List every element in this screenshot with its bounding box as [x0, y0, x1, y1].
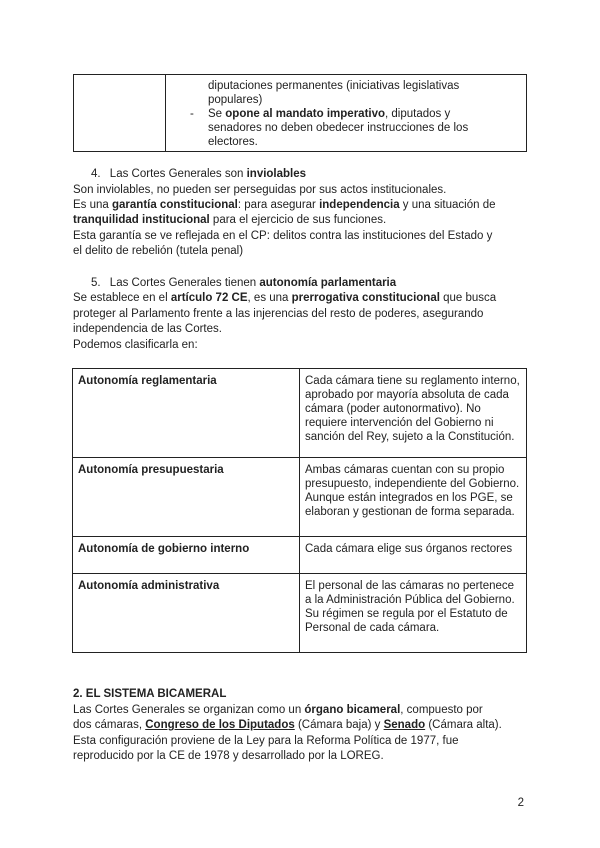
- list-number: 5.: [91, 277, 101, 289]
- paragraph-line: Podemos clasificarla en:: [73, 339, 198, 351]
- autonomy-table: [72, 368, 527, 653]
- cell-line: diputaciones permanentes (iniciativas legislativas: [208, 80, 460, 92]
- table-key-cell: Autonomía de gobierno interno: [73, 537, 300, 574]
- continuation-table-left-cell: [74, 75, 166, 152]
- paragraph-line: Las Cortes Generales se organizan como un órgano bicameral, compuesto por: [73, 704, 483, 716]
- heading-text: Las Cortes Generales tienen: [109, 277, 260, 289]
- cell-line: senadores no deben obedecer instrucciones de los: [208, 122, 469, 134]
- section-title: 2. EL SISTEMA BICAMERAL: [73, 688, 227, 700]
- table-row: [73, 537, 527, 574]
- paragraph-line: Esta garantía se ve reflejada en el CP: delitos contra las instituciones del Estado y: [73, 230, 493, 242]
- paragraph-line: Se establece en el artículo 72 CE, es una prerrogativa constitucional que busca: [73, 292, 497, 304]
- table-value-cell: El personal de las cámaras no pertenece a la Administración Pública del Gobierno. Su régimen se regula por el Estatuto de Personal de cada cámara.: [300, 574, 527, 653]
- page-number: 2: [517, 797, 524, 809]
- table-key-cell: Autonomía administrativa: [73, 574, 300, 653]
- table-value-cell: Cada cámara tiene su reglamento interno, aprobado por mayoría absoluta de cada cámara (poder autonormativo). No requiere intervención del Gobierno ni sanción del Rey, sujeto a la Constitución.: [300, 369, 527, 458]
- paragraph-line: proteger al Parlamento frente a las injerencias del resto de poderes, asegurando: [73, 308, 484, 320]
- heading-bold: inviolables: [246, 168, 307, 180]
- paragraph-line: dos cámaras, Congreso de los Diputados (Cámara baja) y Senado (Cámara alta).: [73, 719, 502, 731]
- bullet-item: [166, 107, 526, 121]
- table-key-cell: Autonomía presupuestaria: [73, 458, 300, 537]
- section5-heading: [91, 276, 396, 291]
- continuation-table-right-cell: [166, 75, 527, 152]
- table-value-cell: Cada cámara elige sus órganos rectores: [300, 537, 527, 574]
- list-number: 4.: [91, 168, 101, 180]
- paragraph-line: tranquilidad institucional para el ejercicio de sus funciones.: [73, 214, 387, 226]
- paragraph-line: Es una garantía constitucional: para asegurar independencia y una situación de: [73, 199, 496, 211]
- paragraph-line: el delito de rebelión (tutela penal): [73, 245, 244, 257]
- paragraph-line: independencia de las Cortes.: [73, 323, 222, 335]
- cell-bold: opone al mandato imperativo: [225, 108, 386, 120]
- paragraph-line: Esta configuración proviene de la Ley para la Reforma Política de 1977, fue: [73, 735, 459, 747]
- continuation-table: [73, 74, 527, 152]
- table-row: [73, 369, 527, 458]
- cell-line: populares): [208, 94, 263, 106]
- cell-line: electores.: [208, 136, 258, 148]
- cell-text: Se: [208, 108, 226, 120]
- bullet-dash: -: [190, 108, 194, 120]
- heading-bold: autonomía parlamentaria: [259, 277, 397, 289]
- table-row: [73, 574, 527, 653]
- table-row: [73, 458, 527, 537]
- section4-heading: [91, 167, 306, 182]
- paragraph-line: reproducido por la CE de 1978 y desarrollado por la LOREG.: [73, 750, 384, 762]
- table-value-cell: Ambas cámaras cuentan con su propio presupuesto, independiente del Gobierno. Aunque están integrados en los PGE, se elaboran y gestionan de forma separada.: [300, 458, 527, 537]
- heading-text: Las Cortes Generales son: [109, 168, 247, 180]
- table-key-cell: Autonomía reglamentaria: [73, 369, 300, 458]
- paragraph-line: Son inviolables, no pueden ser perseguidas por sus actos institucionales.: [73, 184, 447, 196]
- cell-text: , diputados y: [385, 108, 451, 120]
